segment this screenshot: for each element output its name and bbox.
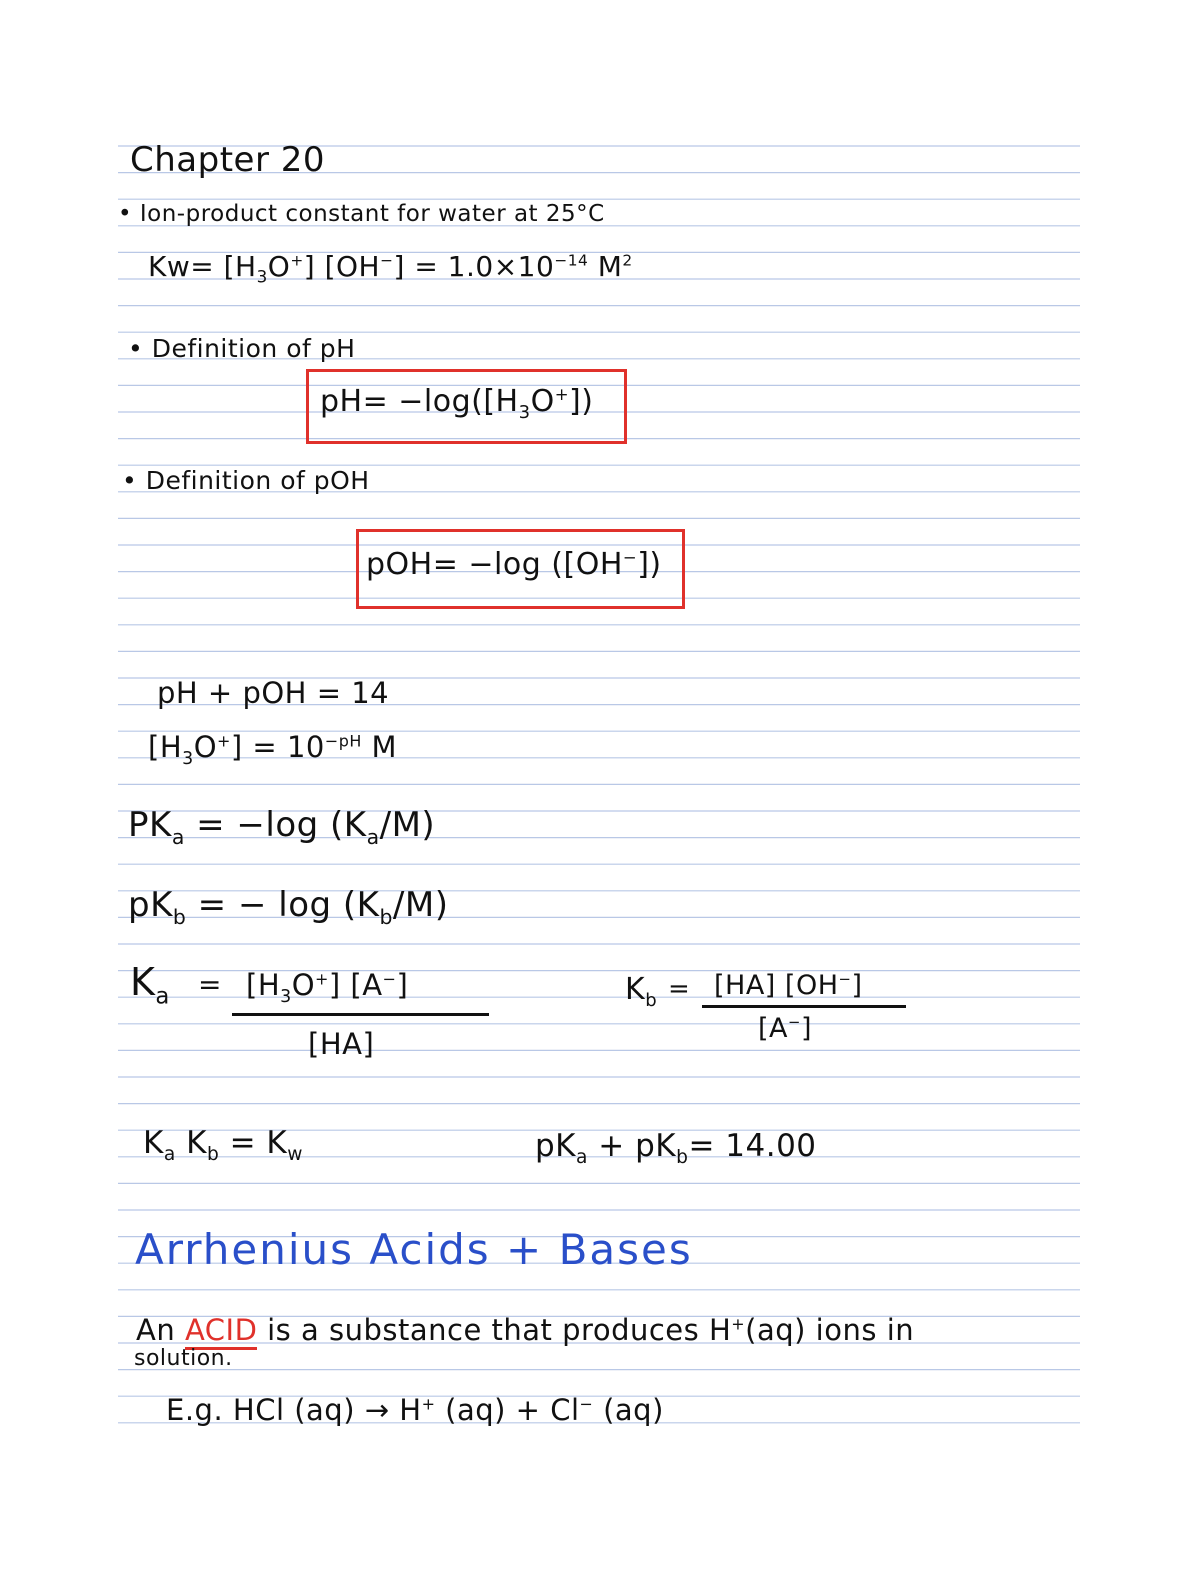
- ka-num-part: ] [A: [328, 968, 383, 1002]
- pkb-part: b: [172, 904, 187, 929]
- ka-equals: [198, 968, 222, 1001]
- bullet-poh-text: • Definition of pOH: [122, 466, 370, 495]
- kb-numerator: [714, 970, 863, 1001]
- acid-word: ACID: [185, 1313, 257, 1350]
- pkb-definition: [128, 885, 448, 929]
- acid-def-part: (aq) ions in: [745, 1313, 915, 1347]
- kb-num-part: ]: [851, 970, 863, 1001]
- bullet-ph-definition: [128, 334, 355, 363]
- example-part: +: [421, 1394, 436, 1414]
- section-title-text: Arrhenius Acids + Bases: [135, 1225, 693, 1274]
- pka-part: /M): [379, 805, 436, 845]
- h3o-from-ph: [148, 730, 397, 769]
- ka-numerator: [246, 968, 408, 1007]
- pkb-part: pK: [128, 885, 173, 925]
- ph-formula-part: 3: [518, 402, 531, 423]
- ka-denominator: [308, 1027, 374, 1061]
- kb-num-part: [HA] [OH: [714, 970, 839, 1001]
- acid-example: [166, 1393, 664, 1427]
- kw-part: Kw= [H: [148, 250, 257, 283]
- bullet-ion-product-text: • Ion-product constant for water at 25°C: [118, 201, 605, 227]
- h3o-part: +: [217, 731, 231, 751]
- kw-equation: [148, 250, 633, 287]
- ph-formula: [320, 384, 593, 423]
- kb-lhs: [625, 972, 657, 1011]
- kakb-part: K: [175, 1125, 207, 1161]
- kb-denominator: [758, 1013, 812, 1044]
- pka-part: PK: [128, 805, 172, 845]
- pkapkb-part: a: [576, 1147, 588, 1169]
- pka-pkb-sum: [535, 1128, 817, 1168]
- kb-lhs-part: K: [625, 972, 646, 1007]
- page-title-text: Chapter 20: [130, 140, 326, 180]
- pkb-part: b: [379, 904, 393, 929]
- ph-formula-part: ]): [569, 384, 594, 419]
- acid-def-part: is a substance that produces H: [257, 1313, 732, 1347]
- kb-den-part: −: [788, 1013, 801, 1031]
- ph-formula-part: pH= −log([H: [320, 384, 519, 419]
- ph-formula-part: +: [554, 385, 570, 404]
- example-part: (aq) + Cl: [435, 1393, 580, 1427]
- ka-den-text: [HA]: [308, 1027, 375, 1061]
- kb-den-part: ]: [800, 1013, 812, 1044]
- kb-equals: [668, 974, 690, 1004]
- kakb-part: w: [287, 1144, 303, 1166]
- kw-part: ] = 1.0×10: [393, 250, 555, 283]
- pkapkb-part: b: [676, 1147, 689, 1169]
- ka-num-part: 3: [280, 986, 292, 1007]
- ka-num-part: O: [291, 968, 316, 1002]
- h3o-part: M: [361, 730, 398, 764]
- ka-num-part: −: [382, 969, 397, 989]
- acid-def-part: An: [136, 1313, 185, 1347]
- ka-lhs-part: a: [155, 983, 170, 1010]
- acid-def-part: +: [731, 1314, 746, 1334]
- pka-part: a: [366, 824, 380, 849]
- h3o-part: [H: [148, 730, 183, 764]
- kw-part: ] [OH: [303, 250, 381, 283]
- kw-part: +: [290, 251, 304, 270]
- ka-equals-text: =: [198, 968, 222, 1001]
- h3o-part: −pH: [324, 731, 362, 751]
- ka-lhs: [130, 960, 170, 1010]
- acid-definition-line2: [134, 1346, 233, 1371]
- kakb-part: K: [143, 1125, 164, 1161]
- bullet-poh-definition: [122, 466, 370, 495]
- ka-num-part: [H: [246, 968, 281, 1002]
- ka-kb-kw: [143, 1125, 303, 1165]
- kb-num-part: −: [838, 970, 852, 988]
- ph-poh-sum: [157, 676, 389, 710]
- h3o-part: O: [193, 730, 218, 764]
- kb-equals-text: =: [668, 974, 691, 1004]
- ph-poh-sum-text: pH + pOH = 14: [157, 676, 390, 710]
- bullet-ph-text: • Definition of pH: [128, 334, 356, 363]
- kw-part: O: [267, 250, 291, 283]
- ka-fraction-bar: [232, 1013, 489, 1016]
- poh-formula-part: −: [622, 548, 638, 567]
- kw-part: −14: [554, 251, 589, 270]
- acid-def-line2-text: solution.: [134, 1346, 233, 1371]
- pkb-part: /M): [392, 885, 449, 925]
- h3o-part: ] = 10: [230, 730, 325, 764]
- page-title: [130, 140, 325, 180]
- ka-num-part: +: [315, 969, 329, 989]
- kb-lhs-part: b: [645, 990, 658, 1011]
- ph-formula-part: O: [530, 384, 555, 419]
- pka-part: = −log (K: [184, 805, 367, 845]
- pka-definition: [128, 805, 435, 849]
- kw-part: M: [588, 250, 623, 283]
- acid-definition: [136, 1313, 914, 1347]
- poh-formula-part: pOH= −log ([OH: [366, 547, 623, 582]
- pkb-part: = − log (K: [186, 885, 380, 925]
- section-title: [135, 1225, 693, 1274]
- poh-formula-part: ]): [637, 547, 662, 582]
- bullet-ion-product: [118, 201, 605, 227]
- ka-num-part: ]: [396, 968, 409, 1002]
- example-part: (aq): [593, 1393, 664, 1427]
- kw-part: 2: [622, 251, 633, 270]
- kb-fraction-bar: [702, 1005, 906, 1008]
- kakb-part: a: [163, 1144, 176, 1166]
- pkapkb-part: + pK: [587, 1128, 677, 1164]
- poh-formula: [366, 547, 662, 582]
- pkapkb-part: pK: [535, 1128, 577, 1164]
- pkapkb-part: = 14.00: [688, 1128, 817, 1164]
- h3o-part: 3: [182, 748, 194, 769]
- pka-part: a: [171, 824, 185, 849]
- kakb-part: b: [206, 1144, 220, 1166]
- example-part: E.g. HCl (aq) → H: [166, 1393, 422, 1427]
- kw-part: 3: [256, 266, 268, 287]
- kw-part: −: [380, 251, 394, 270]
- ka-lhs-part: K: [130, 960, 156, 1004]
- kakb-part: = K: [219, 1125, 288, 1161]
- example-part: −: [579, 1394, 594, 1414]
- kb-den-part: [A: [758, 1013, 789, 1044]
